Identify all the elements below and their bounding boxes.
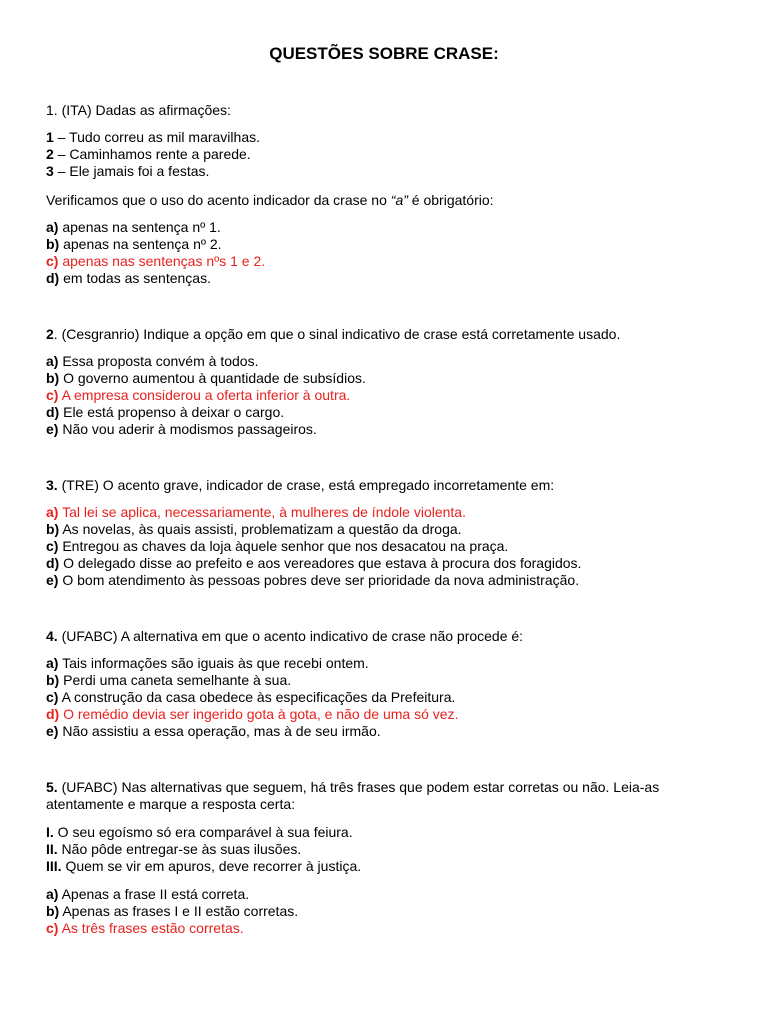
statement-text: – Tudo correu as mil maravilhas. xyxy=(53,129,260,145)
option-c xyxy=(46,538,726,555)
statement-2 xyxy=(46,146,726,163)
option-text: O delegado disse ao prefeito e aos vereadores que estava à procura dos foragidos. xyxy=(59,555,582,571)
option-letter: c) xyxy=(46,689,59,705)
question-1-statements xyxy=(46,129,726,180)
option-a xyxy=(46,886,726,903)
statement-1 xyxy=(46,129,726,146)
question-number: 4. xyxy=(46,628,58,644)
option-text: Perdi uma caneta semelhante à sua. xyxy=(59,672,292,688)
option-text: A construção da casa obedece às especificações da Prefeitura. xyxy=(58,689,456,705)
question-number: 2 xyxy=(46,326,54,342)
option-b xyxy=(46,521,726,538)
question-1-header xyxy=(46,102,726,119)
question-2-header xyxy=(46,326,726,343)
statement-number: 3 xyxy=(46,163,54,179)
option-letter: b) xyxy=(46,236,60,252)
option-e xyxy=(46,421,726,438)
option-c-answer xyxy=(46,253,726,270)
question-3-text: (TRE) O acento grave, indicador de crase, está empregado incorretamente em: xyxy=(57,477,555,493)
statement-text: – Caminhamos rente a parede. xyxy=(53,146,251,162)
option-d xyxy=(46,270,726,287)
option-letter: a) xyxy=(46,219,59,235)
question-1-text: 1. (ITA) Dadas as afirmações: xyxy=(46,102,231,118)
option-b xyxy=(46,236,726,253)
option-letter: e) xyxy=(46,421,59,437)
question-3-options xyxy=(46,504,726,589)
statement-i xyxy=(46,824,726,841)
statement-text: – Ele jamais foi a festas. xyxy=(53,163,210,179)
question-3-header xyxy=(46,477,726,494)
statement-number: II. xyxy=(46,841,58,857)
option-letter: e) xyxy=(46,572,59,588)
option-letter: c) xyxy=(46,387,59,403)
stem-quote: “a” xyxy=(390,192,408,208)
option-letter: a) xyxy=(46,886,59,902)
question-5-text: (UFABC) Nas alternativas que seguem, há três frases que podem estar corretas ou não. Leia-as atentamente e marque a resposta certa: xyxy=(46,779,660,812)
option-text: A empresa considerou a oferta inferior à outra. xyxy=(58,387,351,403)
question-5-options xyxy=(46,886,726,937)
option-b xyxy=(46,903,726,920)
statement-number: I. xyxy=(46,824,54,840)
option-text: Entregou as chaves da loja àquele senhor que nos desacatou na praça. xyxy=(58,538,509,554)
option-a xyxy=(46,353,726,370)
statement-iii xyxy=(46,858,726,875)
statement-text: Quem se vir em apuros, deve recorrer à justiça. xyxy=(61,858,362,874)
question-4-options xyxy=(46,655,726,740)
option-letter: e) xyxy=(46,723,59,739)
option-letter: c) xyxy=(46,920,59,936)
option-a xyxy=(46,219,726,236)
option-text: As novelas, às quais assisti, problematizam a questão da droga. xyxy=(59,521,462,537)
option-letter: d) xyxy=(46,706,60,722)
option-b xyxy=(46,672,726,689)
question-number: 3. xyxy=(46,477,58,493)
option-letter: a) xyxy=(46,353,59,369)
question-5-statements xyxy=(46,824,726,875)
stem-text-end: é obrigatório: xyxy=(407,192,494,208)
option-letter: c) xyxy=(46,253,59,269)
option-letter: c) xyxy=(46,538,59,554)
statement-number: III. xyxy=(46,858,62,874)
option-c xyxy=(46,689,726,706)
option-letter: d) xyxy=(46,555,60,571)
option-text: Não assistiu a essa operação, mas à de seu irmão. xyxy=(58,723,381,739)
option-text: Tal lei se aplica, necessariamente, à mulheres de índole violenta. xyxy=(58,504,466,520)
statement-number: 1 xyxy=(46,129,54,145)
option-text: O bom atendimento às pessoas pobres deve ser prioridade da nova administração. xyxy=(58,572,580,588)
option-letter: b) xyxy=(46,903,60,919)
statement-ii xyxy=(46,841,726,858)
option-text: O remédio devia ser ingerido gota à gota, e não de uma só vez. xyxy=(59,706,459,722)
option-text: apenas na sentença nº 1. xyxy=(58,219,221,235)
question-2-options xyxy=(46,353,726,438)
option-text: Não vou aderir à modismos passageiros. xyxy=(58,421,317,437)
page-title: QUESTÕES SOBRE CRASE: xyxy=(269,44,499,63)
option-c-answer xyxy=(46,387,726,404)
question-4-header xyxy=(46,628,726,645)
statement-number: 2 xyxy=(46,146,54,162)
option-text: Ele está propenso à deixar o cargo. xyxy=(59,404,285,420)
option-a xyxy=(46,655,726,672)
option-letter: d) xyxy=(46,270,60,286)
option-d xyxy=(46,555,726,572)
option-text: O governo aumentou à quantidade de subsídios. xyxy=(59,370,366,386)
option-text: As três frases estão corretas. xyxy=(58,920,244,936)
question-5-header xyxy=(46,779,686,813)
option-text: em todas as sentenças. xyxy=(59,270,211,286)
option-c-answer xyxy=(46,920,726,937)
option-d xyxy=(46,404,726,421)
option-text: apenas na sentença nº 2. xyxy=(59,236,222,252)
question-1-stem xyxy=(46,192,726,209)
option-text: Essa proposta convém à todos. xyxy=(58,353,259,369)
option-letter: a) xyxy=(46,655,59,671)
question-number: 5. xyxy=(46,779,58,795)
option-e xyxy=(46,723,726,740)
statement-text: O seu egoísmo só era comparável à sua feiura. xyxy=(53,824,353,840)
option-letter: b) xyxy=(46,521,60,537)
option-letter: d) xyxy=(46,404,60,420)
option-a-answer xyxy=(46,504,726,521)
option-text: apenas nas sentenças nºs 1 e 2. xyxy=(58,253,266,269)
question-1-options xyxy=(46,219,726,287)
option-b xyxy=(46,370,726,387)
option-text: Apenas as frases I e II estão corretas. xyxy=(59,903,299,919)
option-letter: b) xyxy=(46,370,60,386)
statement-3 xyxy=(46,163,726,180)
statement-text: Não pôde entregar-se às suas ilusões. xyxy=(57,841,302,857)
option-text: Tais informações são iguais às que recebi ontem. xyxy=(58,655,369,671)
option-e xyxy=(46,572,726,589)
option-d-answer xyxy=(46,706,726,723)
option-letter: a) xyxy=(46,504,59,520)
question-4-text: (UFABC) A alternativa em que o acento indicativo de crase não procede é: xyxy=(57,628,524,644)
option-letter: b) xyxy=(46,672,60,688)
option-text: Apenas a frase II está correta. xyxy=(58,886,250,902)
stem-text: Verificamos que o uso do acento indicador da crase no xyxy=(46,192,391,208)
question-2-text: . (Cesgranrio) Indique a opção em que o sinal indicativo de crase está corretamente usado. xyxy=(53,326,621,342)
